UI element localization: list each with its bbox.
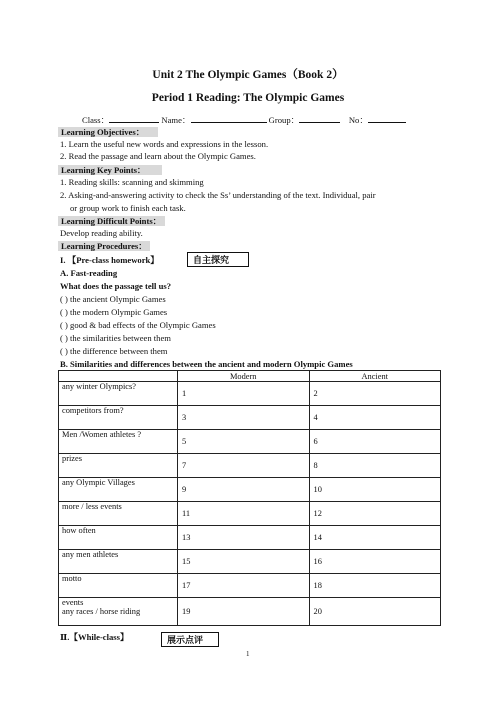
no-label: No： (348, 115, 368, 125)
row-question: more / less events (59, 502, 178, 526)
question: What does the passage tell us? (60, 281, 172, 291)
modern-cell[interactable]: 13 (178, 526, 310, 550)
modern-cell[interactable]: 11 (178, 502, 310, 526)
modern-cell[interactable]: 3 (178, 406, 310, 430)
header-modern: Modern (178, 371, 310, 382)
row-question: any winter Olympics? (59, 382, 178, 406)
modern-cell[interactable]: 15 (178, 550, 310, 574)
section-2-label: Ⅱ.【While-class】 (60, 632, 129, 642)
difficult-text: Develop reading ability. (60, 228, 143, 238)
table-row (59, 430, 441, 454)
section-1-label: I. 【Pre-class homework】 (60, 255, 159, 265)
class-label: Class： (82, 115, 110, 125)
row-question: prizes (59, 454, 178, 478)
ancient-cell[interactable]: 10 (309, 478, 441, 502)
table-header-row (59, 371, 441, 382)
ancient-cell[interactable]: 12 (309, 502, 441, 526)
class-field[interactable] (109, 114, 159, 123)
section-b-heading: B. Similarities and differences between the ancient and modern Olympic Games (60, 359, 353, 369)
table-row (59, 550, 441, 574)
ancient-cell[interactable]: 14 (309, 526, 441, 550)
header-blank (59, 371, 178, 382)
page-subtitle: Period 1 Reading: The Olympic Games (151, 92, 345, 104)
no-field[interactable] (368, 114, 406, 123)
section-2-tag: 展示点评 (161, 632, 219, 647)
option-2[interactable]: ( ) the modern Olympic Games (60, 307, 168, 317)
page-title: Unit 2 The Olympic Games（Book 2） (152, 69, 344, 81)
comparison-table (58, 370, 441, 626)
ancient-cell[interactable]: 16 (309, 550, 441, 574)
fast-reading-heading: A. Fast-reading (60, 268, 118, 278)
table-row (59, 574, 441, 598)
table-row (59, 382, 441, 406)
row-question (59, 598, 178, 626)
ancient-cell[interactable]: 6 (309, 430, 441, 454)
table-row (59, 406, 441, 430)
keypoint-1: 1. Reading skills: scanning and skimming (60, 177, 204, 187)
group-field[interactable] (299, 114, 340, 123)
option-3[interactable]: ( ) good & bad effects of the Olympic Games (60, 320, 216, 330)
table-row (59, 454, 441, 478)
group-label: Group： (268, 115, 300, 125)
ancient-cell[interactable]: 2 (309, 382, 441, 406)
option-1[interactable]: ( ) the ancient Olympic Games (60, 294, 166, 304)
procedures-heading: Learning Procedures： (58, 241, 150, 251)
row-question: any Olympic Villages (59, 478, 178, 502)
row-question-line: events (62, 598, 84, 607)
row-question-line: any races / horse riding (62, 607, 141, 616)
objectives-heading: Learning Objectives： (58, 127, 158, 137)
row-question: motto (59, 574, 178, 598)
modern-cell[interactable]: 7 (178, 454, 310, 478)
name-field[interactable] (191, 114, 267, 123)
modern-cell[interactable]: 19 (178, 598, 310, 626)
ancient-cell[interactable]: 20 (309, 598, 441, 626)
keypoint-2-cont: or group work to finish each task. (70, 203, 186, 213)
table-row (59, 526, 441, 550)
ancient-cell[interactable]: 18 (309, 574, 441, 598)
modern-cell[interactable]: 17 (178, 574, 310, 598)
difficult-heading: Learning Difficult Points： (58, 216, 165, 226)
row-question: competitors from? (59, 406, 178, 430)
modern-cell[interactable]: 9 (178, 478, 310, 502)
modern-cell[interactable]: 1 (178, 382, 310, 406)
option-5[interactable]: ( ) the difference between them (60, 346, 168, 356)
ancient-cell[interactable]: 8 (309, 454, 441, 478)
table-row (59, 478, 441, 502)
table-row (59, 502, 441, 526)
objective-2: 2. Read the passage and learn about the Olympic Games. (60, 151, 256, 161)
keypoint-2: 2. Asking-and-answering activity to check the Ss’ understanding of the text. Individual, pair (60, 190, 376, 200)
info-line (82, 114, 406, 126)
row-question: how often (59, 526, 178, 550)
section-1-tag: 自主探究 (187, 252, 249, 267)
row-question: any men athletes (59, 550, 178, 574)
name-label: Name： (161, 115, 191, 125)
objective-1: 1. Learn the useful new words and expressions in the lesson. (60, 139, 269, 149)
page-number: 1 (246, 650, 250, 658)
row-question: Men /Women athletes ? (59, 430, 178, 454)
table-row (59, 598, 441, 626)
modern-cell[interactable]: 5 (178, 430, 310, 454)
option-4[interactable]: ( ) the similarities between them (60, 333, 171, 343)
header-ancient: Ancient (309, 371, 441, 382)
ancient-cell[interactable]: 4 (309, 406, 441, 430)
keypoints-heading: Learning Key Points： (58, 165, 162, 175)
